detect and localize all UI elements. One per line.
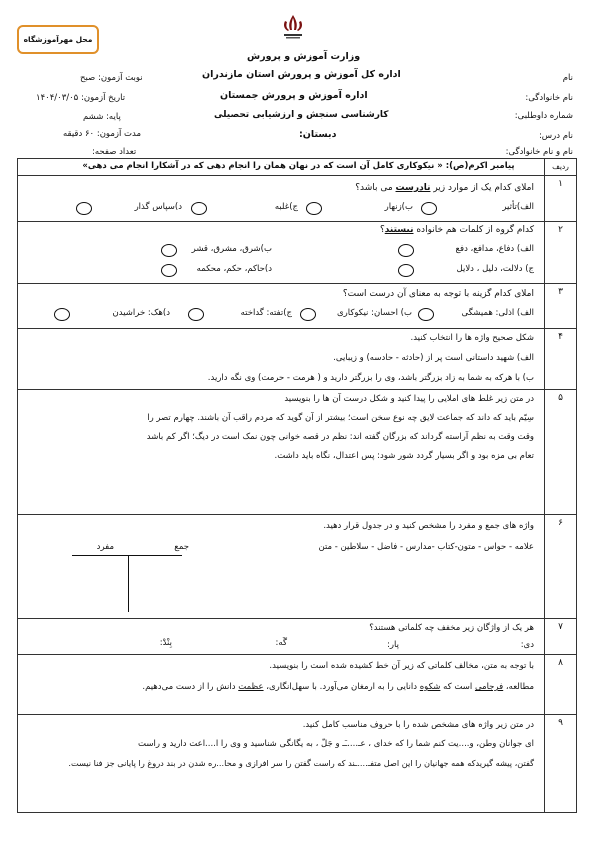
option-a: الف) اذلی: همیشگی [461,308,534,318]
question-line: ب) با هرکه به شما به زاد بزرگتر باشد، وی را بزرگتر دارید و ( هرمت - حرمت) وی نگه دارید. [207,373,534,383]
question-line: وقت وقت به نظم آراسته گرداند که بزرگان گفته اند: نظم در قصه خوانی چون نمک است در دیگ؛ اگر کم باشد [146,432,534,442]
answer-bubble-d[interactable] [76,202,92,215]
question-text: شکل صحیح واژه ها را انتخاب کنید. [410,333,534,343]
option-b: ب)زنهار [384,202,413,212]
question-text: واژه های جمع و مفرد را مشخص کنید و در جدول قرار دهید. [323,521,534,531]
question-number: ۳ [545,284,577,329]
underlined-word: شکوه [419,682,441,692]
iran-emblem-icon [273,12,313,42]
option-d: د)حاکم، حکم، محکمه [196,264,272,274]
question-5 [18,390,545,515]
answer-bubble-d[interactable] [54,308,70,321]
question-number: ۵ [545,390,577,515]
grade-field: پایه: ششم [83,112,121,122]
option-a: الف) دفاع، مدافع، دفع [455,244,534,254]
course-name-field: نام درس: [538,131,573,141]
question-line: سِیّم باید که داند که جماعت لایق چه نوع سخن است؛ بیشتر از آن گوید که مردم راقب آن باشند. چهارم تصر را [147,413,534,423]
question-number: ۹ [545,715,577,813]
assessment-dept: کارشناسی سنجش و ارزشیابی تحصیلی [214,110,389,120]
option-b: ب)شرق، مشرق، قشر [191,244,272,254]
question-line: علامه - حواس - متون-کتاب -مدارس - فاضل - سلاطین - متن [318,542,534,552]
candidate-number-field: شماره داوطلبی: [514,111,573,121]
student-name-field: نام [562,73,573,83]
answer-bubble-d[interactable] [161,264,177,277]
question-1 [18,176,545,222]
option-b: ب) احسان: نیکوکاری [336,308,412,318]
answer-bubble-c[interactable] [188,308,204,321]
page-count-field: تعداد صفحه: [92,147,137,157]
keyword-not: نیستند [384,225,414,235]
hadith-text: پیامبر اکرم(ص): « نیکوکاری کامل آن است که در نهان همان را انجام دهی که در آشکارا انجام می دهی» [82,161,515,171]
answer-bubble-b[interactable] [161,244,177,257]
underlined-word: فرجامی [474,682,504,692]
question-text: املای کدام گزینه با توجه به معنای آن درست است؟ [342,289,534,299]
question-line: مطالعه، فرجامی است که شکوه دانایی را به ارمغان می‌آورد. با سهل‌انگاری، عظمت دانش را از دست می‌دهیم. [142,682,534,692]
question-text: در متن زیر غلط های املایی را پیدا کنید و شکل درست آن ها را بنویسید [284,394,534,404]
row-column-header: ردیف [545,159,577,176]
question-line: الف) شهید داستانی است پر از (حادثه - حادسه) و زیبایی. [333,353,534,363]
answer-bubble-b[interactable] [306,202,322,215]
exam-duration-field: مدت آزمون: ۶۰ دقیقه [63,129,142,139]
question-3 [18,284,545,329]
answer-bubble-a[interactable] [418,308,434,321]
question-number: ۷ [545,619,577,655]
question-line: گفتن، پیشه گیریدکه همه جهانیان را این اصل متفـ....ـند که راست گفتن را سر افرازی و محا...ره شدن در بند دروغ را پایانی جز فنا نیست. [68,758,534,768]
question-number: ۶ [545,515,577,619]
question-7 [18,619,545,655]
answer-table-hline [72,555,182,556]
question-8 [18,655,545,715]
question-6 [18,515,545,619]
column-header-plural: جمع [174,542,189,552]
answer-bubble-a[interactable] [421,202,437,215]
abbr-item: بِنْدْ: [159,638,172,648]
abbr-item: دی: [520,640,534,650]
answer-table-vline [128,555,129,612]
exam-session-field: نوبت آزمون: صبح [80,73,143,83]
question-text: کدام گروه از کلمات هم خانواده نیستند؟ [379,225,534,235]
keyword-incorrect: نادرست [395,183,431,193]
option-d: د)هک: خراشیدن [112,308,170,318]
question-text: املای کدام یک از موارد زیر نادرست می باشد؟ [355,183,534,193]
exam-date-field: تاریخ آزمون: ۱۴۰۴/۰۳/۰۵ [36,93,126,103]
abbr-item: گَه: [275,638,287,648]
question-9 [18,715,545,813]
option-c: ج) دلالت، دلیل ، دلایل [456,264,534,274]
column-header-singular: مفرد [96,542,114,552]
school-stamp-box: محل مهرآموزشگاه [17,25,99,54]
option-c: ج)غلبه [274,202,298,212]
underlined-word: عظمت [238,682,264,692]
question-number: ۲ [545,222,577,284]
question-number: ۱ [545,176,577,222]
abbr-item: پار: [387,640,399,650]
questions-table [17,158,577,813]
teacher-name-field: نام و نام خانوادگی: [505,147,573,157]
province-office: اداره کل آموزش و پرورش استان مازندران [202,69,401,80]
school-label: دبستان: [299,129,337,140]
answer-bubble-c[interactable] [191,202,207,215]
question-text: با توجه به متن، مخالف کلماتی که زیر آن خط کشیده شده است را بنویسید. [269,661,534,671]
question-number: ۴ [545,329,577,390]
question-text: در متن زیر واژه های مشخص شده را با حروف مناسب کامل کنید. [302,720,534,730]
answer-bubble-a[interactable] [398,244,414,257]
option-c: ج)تفته: گداخته [240,308,292,318]
question-line: تعام بی مزه بود و اگر بسیار گردد شور شود: پس اعتدال، نگاه باید داشت. [274,451,534,461]
family-name-field: نام خانوادگی: [525,93,573,103]
option-d: د)سپاس گذار [134,202,182,212]
answer-bubble-c[interactable] [398,264,414,277]
question-line: ای جوانان وطن، و....یت کنم شما را که خدای ، عـ....ـَـ و جَلّ ، به یگانگی شناسید و وی را ا....اعت دارید و راست [138,739,534,749]
ministry-title: وزارت آموزش و پرورش [247,51,361,62]
option-a: الف)تأثیر [502,202,534,212]
question-text: هر یک از واژگان زیر مخفف چه کلماتی هستند؟ [369,623,534,633]
question-2 [18,222,545,284]
question-number: ۸ [545,655,577,715]
question-4 [18,329,545,390]
answer-bubble-b[interactable] [300,308,316,321]
city-office: اداره آموزش و پرورش جمستان [220,90,368,101]
